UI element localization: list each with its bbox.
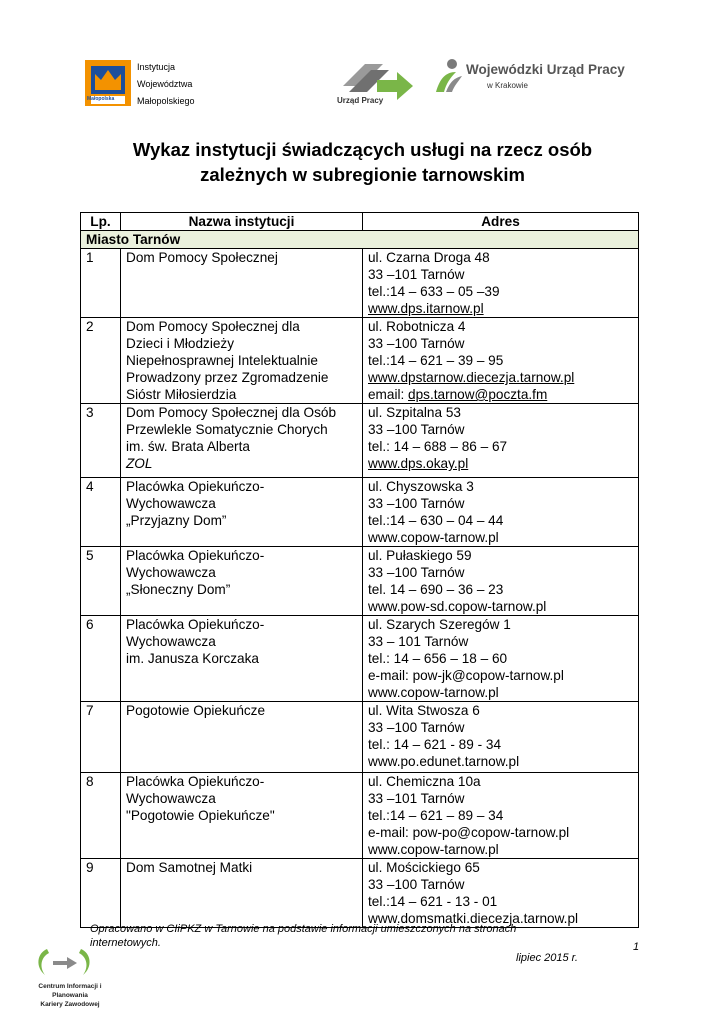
- name-line: Placówka Opiekuńczo-: [126, 548, 265, 563]
- name-line: ZOL: [126, 456, 153, 471]
- wup-title: Wojewódzki Urząd Pracy: [466, 62, 625, 77]
- row-lp: 4: [81, 478, 121, 547]
- address-line: 33 –100 Tarnów: [368, 877, 465, 892]
- name-line: Dom Pomocy Społecznej dla: [126, 319, 300, 334]
- malopolska-logo-text: Małopolska: [87, 96, 115, 102]
- page-number: 1: [633, 941, 640, 953]
- table-row: [81, 478, 639, 547]
- title-line: Wykaz instytucji świadczących usługi na rzecz osób: [132, 139, 593, 160]
- footer-note-line: Opracowano w CIiPKZ w Tarnowie na podstawie informacji umieszczonych na stronach: [90, 923, 517, 935]
- name-line: Dom Pomocy Społecznej dla Osób: [126, 405, 337, 420]
- name-line: Wychowawcza: [126, 565, 216, 580]
- table-row: [81, 616, 639, 702]
- cipkz-text: [20, 982, 120, 1009]
- address-line: ul. Szpitalna 53: [368, 405, 461, 420]
- header-lp: Lp.: [81, 213, 121, 231]
- row-address: [363, 616, 639, 702]
- table-row: [81, 318, 639, 404]
- address-line: 33 –101 Tarnów: [368, 267, 465, 282]
- address-line: 33 –100 Tarnów: [368, 336, 465, 351]
- name-line: Wychowawcza: [126, 634, 216, 649]
- name-line: im. Janusza Korczaka: [126, 651, 259, 666]
- section-label: Miasto Tarnów: [81, 231, 639, 249]
- email-link[interactable]: dps.tarnow@poczta.fm: [408, 387, 548, 402]
- address-line: tel.:14 – 633 – 05 –39: [368, 284, 500, 299]
- address-line: ul. Szarych Szeregów 1: [368, 617, 511, 632]
- name-line: Placówka Opiekuńczo-: [126, 617, 265, 632]
- row-name: [121, 859, 363, 928]
- address-line: e-mail: pow-po@copow-tarnow.pl: [368, 825, 570, 840]
- address-line: 33 –100 Tarnów: [368, 720, 465, 735]
- name-line: Prowadzony przez Zgromadzenie: [126, 370, 329, 385]
- address-line: tel.:14 – 630 – 04 – 44: [368, 513, 504, 528]
- row-lp: 9: [81, 859, 121, 928]
- name-line: Dom Samotnej Matki: [126, 860, 253, 875]
- row-address: [363, 318, 639, 404]
- email-label: email:: [368, 387, 409, 402]
- row-lp: 3: [81, 404, 121, 478]
- row-lp: 6: [81, 616, 121, 702]
- name-line: Przewlekle Somatycznie Chorych: [126, 422, 328, 437]
- cipkz-line: Kariery Zawodowej: [40, 1001, 100, 1008]
- institutions-table: [80, 212, 639, 928]
- address-line: tel. 14 – 690 – 36 – 23: [368, 582, 504, 597]
- name-line: „Słoneczny Dom”: [126, 582, 231, 597]
- address-line: ul. Czarna Droga 48: [368, 250, 490, 265]
- row-lp: 7: [81, 702, 121, 773]
- address-line: ul. Chyszowska 3: [368, 479, 474, 494]
- row-address: [363, 702, 639, 773]
- website-text: www.copow-tarnow.pl: [368, 842, 499, 857]
- name-line: Wychowawcza: [126, 496, 216, 511]
- row-address: [363, 478, 639, 547]
- address-line: tel.:14 – 621 – 89 – 34: [368, 808, 504, 823]
- address-line: 33 –101 Tarnów: [368, 791, 465, 806]
- institution-text: [137, 59, 195, 110]
- row-name: [121, 318, 363, 404]
- address-line: [368, 386, 633, 403]
- name-line: "Pogotowie Opiekuńcze": [126, 808, 275, 823]
- address-line: tel.: 14 – 621 - 89 - 34: [368, 737, 502, 752]
- institution-line: Województwa: [137, 79, 193, 89]
- address-line: 33 –100 Tarnów: [368, 422, 465, 437]
- address-line: 33 – 101 Tarnów: [368, 634, 469, 649]
- address-line: 33 –100 Tarnów: [368, 565, 465, 580]
- table-row: [81, 404, 639, 478]
- address-line: ul. Pułaskiego 59: [368, 548, 472, 563]
- website-link[interactable]: www.dps.okay.pl: [368, 456, 469, 471]
- document-title: [60, 137, 665, 187]
- row-address: [363, 404, 639, 478]
- table-header-row: [81, 213, 639, 231]
- address-line: 33 –100 Tarnów: [368, 496, 465, 511]
- name-line: Dom Pomocy Społecznej: [126, 250, 278, 265]
- row-name: [121, 404, 363, 478]
- row-lp: 5: [81, 547, 121, 616]
- website-text: www.copow-tarnow.pl: [368, 530, 499, 545]
- address-line: tel.:14 – 621 – 39 – 95: [368, 353, 504, 368]
- name-line: Placówka Opiekuńczo-: [126, 479, 265, 494]
- name-line: Dzieci i Młodzieży: [126, 336, 235, 351]
- institution-line: Instytucja: [137, 62, 176, 72]
- website-text: www.copow-tarnow.pl: [368, 685, 499, 700]
- name-line: Sióstr Miłosierdzia: [126, 387, 237, 402]
- row-address: [363, 859, 639, 928]
- footer-date: lipiec 2015 r.: [516, 952, 578, 964]
- address-line: ul. Robotnicza 4: [368, 319, 466, 334]
- footer-note-line: internetowych.: [90, 937, 161, 949]
- row-name: [121, 616, 363, 702]
- address-line: tel.: 14 – 688 – 86 – 67: [368, 439, 508, 454]
- table-row: [81, 547, 639, 616]
- address-line: ul. Mościckiego 65: [368, 860, 480, 875]
- website-text: www.po.edunet.tarnow.pl: [368, 754, 520, 769]
- website-link[interactable]: www.dps.itarnow.pl: [368, 301, 484, 316]
- table-row: [81, 859, 639, 928]
- name-line: im. św. Brata Alberta: [126, 439, 250, 454]
- name-line: Niepełnosprawnej Intelektualnie: [126, 353, 318, 368]
- row-lp: 8: [81, 773, 121, 859]
- section-row: [81, 231, 639, 249]
- table-row: [81, 702, 639, 773]
- institution-line: Małopolskiego: [137, 96, 195, 106]
- row-address: [363, 547, 639, 616]
- name-line: Placówka Opiekuńczo-: [126, 774, 265, 789]
- row-name: [121, 249, 363, 318]
- title-line: zależnych w subregionie tarnowskim: [200, 164, 525, 185]
- address-line: ul. Chemiczna 10a: [368, 774, 481, 789]
- address-line: e-mail: pow-jk@copow-tarnow.pl: [368, 668, 564, 683]
- address-line: ul. Wita Stwosza 6: [368, 703, 480, 718]
- row-name: [121, 478, 363, 547]
- row-name: [121, 773, 363, 859]
- footer-note: [90, 922, 570, 950]
- cipkz-line: Centrum Informacji i Planowania: [38, 983, 102, 999]
- row-address: [363, 249, 639, 318]
- wup-subtitle: w Krakowie: [487, 81, 528, 90]
- urzad-pracy-label: Urząd Pracy: [337, 96, 384, 105]
- address-line: tel.:14 – 621 - 13 - 01: [368, 894, 498, 909]
- header-name: Nazwa instytucji: [121, 213, 363, 231]
- header-address: Adres: [363, 213, 639, 231]
- address-line: tel.: 14 – 656 – 18 – 60: [368, 651, 508, 666]
- row-name: [121, 547, 363, 616]
- row-lp: 2: [81, 318, 121, 404]
- row-name: [121, 702, 363, 773]
- row-address: [363, 773, 639, 859]
- website-text: www.domsmatki.diecezja.tarnow.pl: [368, 911, 579, 926]
- name-line: Wychowawcza: [126, 791, 216, 806]
- website-link[interactable]: www.dpstarnow.diecezja.tarnow.pl: [368, 370, 575, 385]
- name-line: „Przyjazny Dom”: [126, 513, 227, 528]
- name-line: Pogotowie Opiekuńcze: [126, 703, 266, 718]
- website-text: www.pow-sd.copow-tarnow.pl: [368, 599, 547, 614]
- table-row: [81, 773, 639, 859]
- row-lp: 1: [81, 249, 121, 318]
- table-row: [81, 249, 639, 318]
